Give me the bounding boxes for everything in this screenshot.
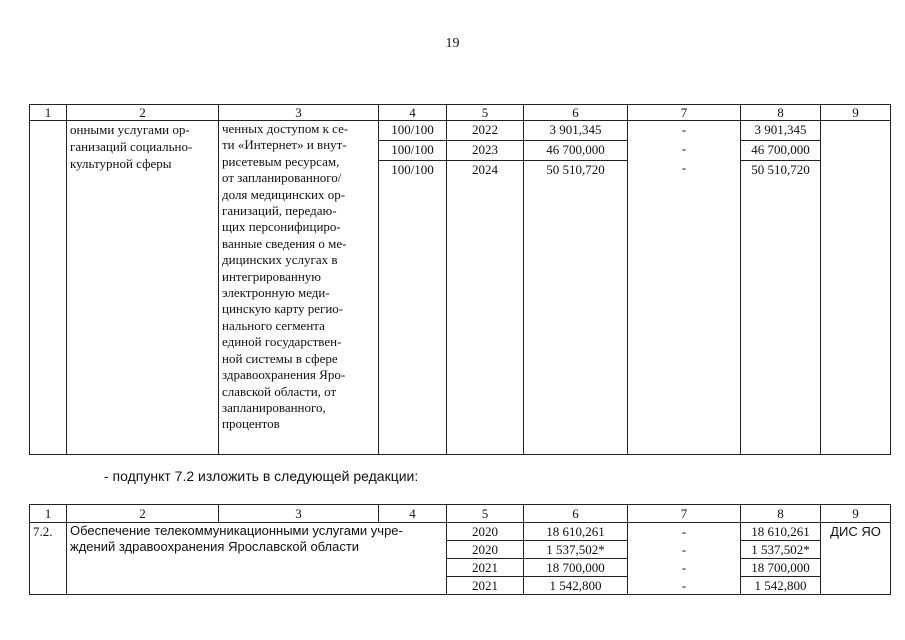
- text-line: рисетевым ресурсам,: [222, 153, 340, 169]
- amount: 1 542,800: [524, 577, 628, 595]
- col-header-5: 5: [447, 105, 524, 121]
- text-line: запланированного,: [222, 399, 326, 415]
- dash: -: [681, 122, 687, 137]
- text-line: цинскую карту регио-: [222, 301, 344, 317]
- col-header-8: 8: [741, 505, 821, 523]
- col-header-4: 4: [379, 505, 447, 523]
- text-line: культурной сферы: [70, 156, 172, 171]
- year: 2021: [447, 559, 524, 577]
- year: 2020: [447, 541, 524, 559]
- col-header-3: 3: [219, 505, 379, 523]
- col-header-7: 7: [628, 105, 741, 121]
- cell-1: [30, 121, 67, 455]
- table-continuation: [29, 104, 891, 455]
- amount: 3 901,345: [524, 121, 627, 141]
- cell-8-amounts: [741, 121, 821, 455]
- table1-data-row: [30, 121, 891, 455]
- amount: 3 901,345: [741, 121, 820, 141]
- cell-2-description: [67, 121, 219, 455]
- text-line: интегрированную: [222, 268, 322, 284]
- amount: 1 537,502*: [741, 541, 821, 559]
- text-line: единой государствен-: [222, 334, 342, 350]
- text-line: от запланированного/: [222, 170, 342, 186]
- page-number: 19: [445, 36, 460, 51]
- col-header-9: 9: [821, 505, 891, 523]
- col-header-6: 6: [524, 105, 628, 121]
- amount: 50 510,720: [751, 162, 810, 177]
- cell-5-years: [447, 121, 524, 455]
- col-header-2: 2: [67, 105, 219, 121]
- item-title: [67, 523, 447, 595]
- text-line: нального сегмента: [222, 317, 325, 333]
- text-line: ждений здравоохранения Ярославской области: [70, 539, 360, 554]
- amount: 50 510,720: [546, 162, 605, 177]
- dash: -: [628, 523, 741, 541]
- text-line: щих персонифициро-: [222, 219, 341, 235]
- text-line: электронную меди-: [222, 285, 330, 301]
- amount: 18 700,000: [524, 559, 628, 577]
- col-header-3: 3: [219, 105, 379, 121]
- year: 2020: [447, 523, 524, 541]
- text-line: ганизаций социально-: [70, 139, 193, 154]
- amount: 46 700,000: [524, 141, 627, 161]
- col-header-8: 8: [741, 105, 821, 121]
- amount: 18 610,261: [524, 523, 628, 541]
- col-header-5: 5: [447, 505, 524, 523]
- dash: -: [628, 577, 741, 595]
- dash: -: [681, 141, 687, 156]
- text-line: ганизаций, передаю-: [222, 203, 337, 219]
- text-line: Обеспечение телекоммуникационными услугами учре-: [70, 523, 403, 538]
- value: 100/100: [379, 121, 446, 141]
- instruction-text: - подпункт 7.2 изложить в следующей редакции:: [104, 468, 419, 484]
- text-line: онными услугами ор-: [70, 122, 190, 137]
- dash: -: [628, 559, 741, 577]
- col-header-1: 1: [30, 505, 67, 523]
- amount: 18 610,261: [741, 523, 821, 541]
- cell-6-amounts: [524, 121, 628, 455]
- table1-header-row: [30, 105, 891, 121]
- text-line: ти «Интернет» и внут-: [222, 137, 347, 153]
- text-line: ной системы в сфере: [222, 350, 338, 366]
- table-subitem-7-2: [29, 504, 891, 595]
- amount: 46 700,000: [741, 141, 820, 161]
- cell-9: [821, 121, 891, 455]
- year: 2023: [447, 141, 523, 161]
- item-number: 7.2.: [30, 523, 67, 595]
- year: 2022: [447, 121, 523, 141]
- year: 2024: [472, 162, 498, 177]
- executor: ДИС ЯО: [821, 523, 891, 595]
- amount: 1 542,800: [741, 577, 821, 595]
- col-header-4: 4: [379, 105, 447, 121]
- text-line: доля медицинских ор-: [222, 186, 346, 202]
- col-header-6: 6: [524, 505, 628, 523]
- value: 100/100: [391, 162, 434, 177]
- text-line: славской области, от: [222, 383, 337, 399]
- col-header-7: 7: [628, 505, 741, 523]
- dash: -: [628, 541, 741, 559]
- text-line: дицинских услугах в: [222, 252, 338, 268]
- table2-header-row: [30, 505, 891, 523]
- text-line: процентов: [222, 416, 280, 432]
- cell-3-indicator: [219, 121, 379, 455]
- col-header-1: 1: [30, 105, 67, 121]
- table2-row: [30, 523, 891, 541]
- col-header-9: 9: [821, 105, 891, 121]
- amount: 1 537,502*: [524, 541, 628, 559]
- cell-7-dashes: [628, 121, 741, 455]
- text-line: здравоохранения Яро-: [222, 367, 346, 383]
- cell-4-values: [379, 121, 447, 455]
- value: 100/100: [379, 141, 446, 161]
- year: 2021: [447, 577, 524, 595]
- amount: 18 700,000: [741, 559, 821, 577]
- col-header-2: 2: [67, 505, 219, 523]
- text-line: ченных доступом к се-: [222, 121, 349, 136]
- dash: -: [681, 160, 687, 175]
- text-line: ванные сведения о ме-: [222, 235, 347, 251]
